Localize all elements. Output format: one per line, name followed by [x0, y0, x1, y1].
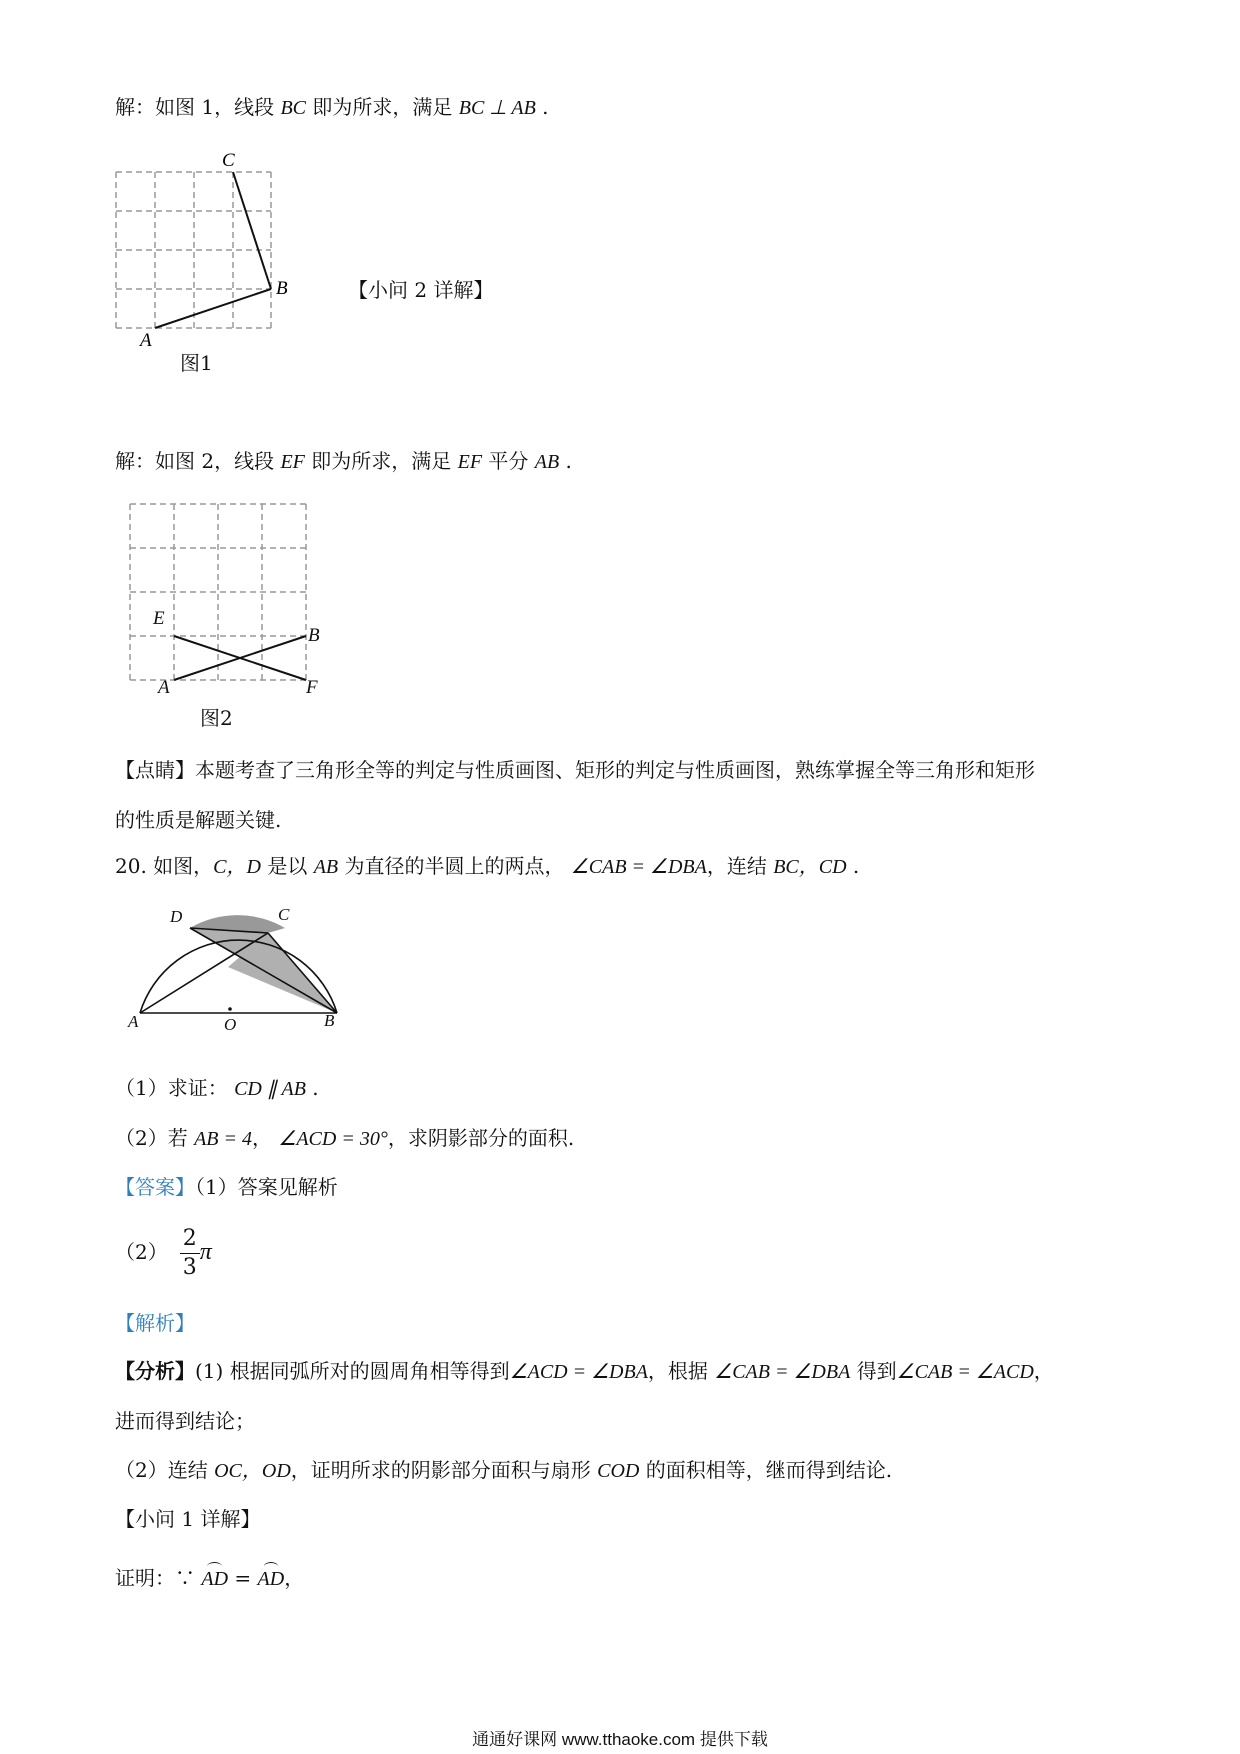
angle-expr: ∠ACD = ∠DBA — [509, 1361, 648, 1383]
segments-label: OC，OD — [214, 1460, 291, 1482]
fraction — [180, 1225, 200, 1282]
given-angle: ∠ACD = 30° — [278, 1128, 388, 1150]
detail1-heading: 【小问 1 详解】 — [115, 1507, 261, 1531]
dianjing-line1: 【点睛】本题考查了三角形全等的判定与性质画图、矩形的判定与性质画图，熟练掌握全等三角形和矩形 — [115, 758, 1035, 782]
segment-label: AB — [313, 856, 339, 878]
answer-text: （1）答案见解析 — [195, 1175, 338, 1199]
solution-text: 解：如图 2，线段 — [115, 449, 281, 473]
given-expr: AB = 4 — [194, 1128, 253, 1150]
punct: ， — [252, 1126, 279, 1150]
label-b: B — [276, 278, 288, 299]
label-o: O — [224, 1015, 237, 1034]
label-d: D — [170, 907, 183, 926]
fenxi-text: ，证明所求的阴影部分面积与扇形 — [290, 1458, 598, 1482]
jiexi-tag: 【解析】 — [115, 1311, 195, 1335]
stem-text: ，连结 — [706, 854, 774, 878]
punct: . — [846, 854, 860, 878]
label-b: B — [308, 625, 320, 646]
solution-text: 平分 — [482, 449, 535, 473]
q19-part2-heading: 【小问 2 详解】 — [348, 278, 494, 302]
fenxi-tag: 【分析】 — [115, 1359, 195, 1383]
fenxi-text: 得到 — [850, 1359, 897, 1383]
angle-expr: ∠CAB = ∠ACD — [896, 1361, 1034, 1383]
answer-line — [115, 1174, 338, 1200]
relation-expr: BC ⊥ AB — [458, 97, 536, 119]
punct: . — [559, 449, 572, 473]
label-a: A — [158, 677, 170, 698]
figure-1-caption: 图1 — [180, 351, 213, 375]
stem-text: 是以 — [260, 854, 314, 878]
figure-1 — [108, 150, 308, 375]
label-f: F — [306, 677, 318, 698]
points-label: C，D — [213, 856, 261, 878]
segment-label: EF — [280, 451, 305, 473]
label-b: B — [324, 1011, 335, 1030]
solution-text: 即为所求，满足 — [306, 95, 459, 119]
solution-text: 即为所求，满足 — [304, 449, 458, 473]
angle-expr: ∠CAB = ∠DBA — [714, 1361, 851, 1383]
punct: ， — [1033, 1359, 1054, 1383]
sector-label: COD — [597, 1460, 640, 1482]
fenxi-line3 — [115, 1457, 892, 1484]
footer-watermark: 通通好课网 www.tthaoke.com 提供下载 — [472, 1730, 768, 1749]
fenxi-line1 — [115, 1358, 1054, 1385]
fenxi-text: (1) 根据同弧所对的圆周角相等得到 — [195, 1359, 510, 1383]
fraction-numerator: 2 — [180, 1225, 200, 1254]
question-number: 20. 如图， — [115, 854, 214, 878]
proof-line — [115, 1565, 304, 1592]
sub-prefix: （2） — [115, 1240, 168, 1264]
segment-label: EF — [457, 451, 483, 473]
punct: . — [305, 1076, 319, 1100]
label-c: C — [278, 905, 290, 924]
arc-ad: AD — [257, 1568, 285, 1590]
solution-text: 解：如图 1，线段 — [115, 95, 281, 119]
figure-semicircle — [120, 905, 360, 1039]
fenxi-text: 的面积相等，继而得到结论. — [639, 1458, 893, 1482]
dianjing-line2: 的性质是解题关键. — [115, 808, 282, 832]
segment-bc — [233, 172, 271, 289]
figure-2 — [108, 490, 328, 730]
label-e: E — [153, 608, 165, 629]
answer-tag: 【答案】 — [115, 1175, 195, 1199]
figure-2-caption: 图2 — [200, 706, 233, 730]
q20-sub2 — [115, 1125, 574, 1152]
arc-ad: AD — [201, 1568, 229, 1590]
stem-text: 为直径的半圆上的两点， — [338, 854, 571, 878]
fenxi-text: ，根据 — [647, 1359, 715, 1383]
q19-part1-solution — [115, 94, 549, 121]
q20-stem — [115, 853, 859, 880]
segments-label: BC，CD — [773, 856, 847, 878]
fenxi-text: （2）连结 — [115, 1458, 215, 1482]
angle-expr: ∠CAB = ∠DBA — [570, 856, 707, 878]
sub-prefix: （1）求证： — [115, 1076, 235, 1100]
label-a: A — [128, 1012, 139, 1031]
segment-ab — [155, 289, 271, 328]
fraction-denominator: 3 — [182, 1255, 197, 1280]
label-c: C — [222, 150, 235, 171]
q20-sub1 — [115, 1075, 319, 1102]
punct: ， — [284, 1566, 305, 1590]
sub-text: ，求阴影部分的面积. — [387, 1126, 575, 1150]
segment-label: AB — [534, 451, 560, 473]
parallel-expr: CD ∥ AB — [234, 1078, 306, 1100]
equals: = — [228, 1566, 258, 1590]
fenxi-line2: 进而得到结论； — [115, 1409, 255, 1433]
proof-prefix: 证明：∵ — [115, 1566, 202, 1590]
pi-symbol: π — [199, 1239, 212, 1265]
q19-part2-solution — [115, 448, 572, 475]
sub-prefix: （2）若 — [115, 1126, 195, 1150]
answer2-line — [115, 1222, 212, 1282]
punct: . — [535, 95, 549, 119]
label-a: A — [140, 330, 152, 350]
segment-label: BC — [280, 97, 307, 119]
